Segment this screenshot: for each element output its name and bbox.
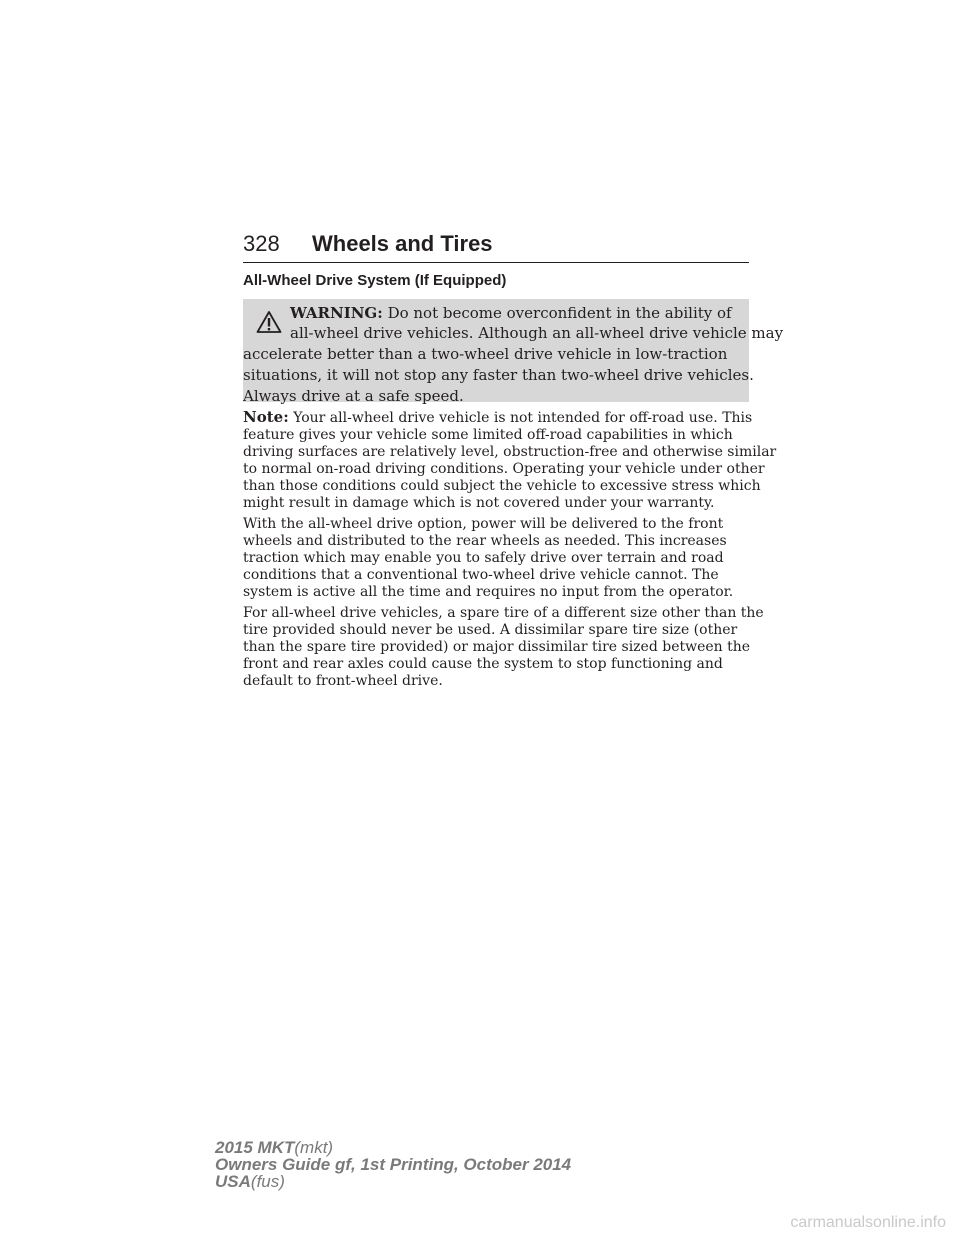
warning-line: WARNING: Do not become overconfident in the ability of (290, 304, 732, 322)
footer-guide-line: Owners Guide gf, 1st Printing, October 2014 (215, 1155, 572, 1174)
note-line: might result in damage which is not covered under your warranty. (243, 495, 715, 511)
note-line: feature gives your vehicle some limited off-road capabilities in which (243, 427, 733, 443)
page-footer (215, 1139, 571, 1190)
body-paragraph-awd-option (243, 516, 751, 601)
paragraph-line: With the all-wheel drive option, power will be delivered to the front (243, 516, 724, 532)
paragraph-line: than the spare tire provided) or major dissimilar tire sized between the (243, 639, 751, 655)
footer-model-line: 2015 MKT(mkt) (215, 1138, 334, 1157)
note-line: driving surfaces are relatively level, obstruction-free and otherwise similar (243, 444, 777, 460)
paragraph-line: system is active all the time and requires no input from the operator. (243, 584, 734, 600)
warning-line: situations, it will not stop any faster than two-wheel drive vehicles. (243, 366, 754, 384)
warning-triangle-icon (256, 310, 282, 334)
watermark: carmanualsonline.info (790, 1214, 946, 1231)
note-line: than those conditions could subject the vehicle to excessive stress which (243, 478, 761, 494)
paragraph-line: tire provided should never be used. A dissimilar spare tire size (other (243, 622, 738, 638)
warning-line: Always drive at a safe speed. (243, 387, 464, 405)
note-line: Note: Your all-wheel drive vehicle is not intended for off-road use. This (243, 408, 753, 426)
paragraph-line: conditions that a conventional two-wheel drive vehicle cannot. The (243, 567, 719, 583)
warning-label: WARNING: (290, 304, 383, 322)
note-paragraph (243, 408, 777, 512)
footer-region-line: USA(fus) (215, 1172, 285, 1191)
section-heading: All-Wheel Drive System (If Equipped) (243, 272, 507, 289)
warning-box (243, 299, 784, 405)
body-paragraph-spare-tire (243, 605, 764, 690)
warning-line: all-wheel drive vehicles. Although an all-wheel drive vehicle may (290, 324, 784, 342)
note-line: to normal on-road driving conditions. Operating your vehicle under other (243, 461, 765, 477)
note-label: Note: (243, 408, 289, 426)
warning-line: accelerate better than a two-wheel drive vehicle in low-traction (243, 345, 728, 363)
chapter-title: Wheels and Tires (312, 231, 493, 256)
paragraph-line: wheels and distributed to the rear wheels as needed. This increases (243, 533, 727, 549)
paragraph-line: traction which may enable you to safely drive over terrain and road (243, 550, 724, 566)
paragraph-line: For all-wheel drive vehicles, a spare tire of a different size other than the (243, 605, 764, 621)
page-number: 328 (243, 231, 280, 256)
page-header (243, 230, 749, 263)
paragraph-line: default to front-wheel drive. (243, 673, 443, 689)
paragraph-line: front and rear axles could cause the system to stop functioning and (243, 656, 723, 672)
